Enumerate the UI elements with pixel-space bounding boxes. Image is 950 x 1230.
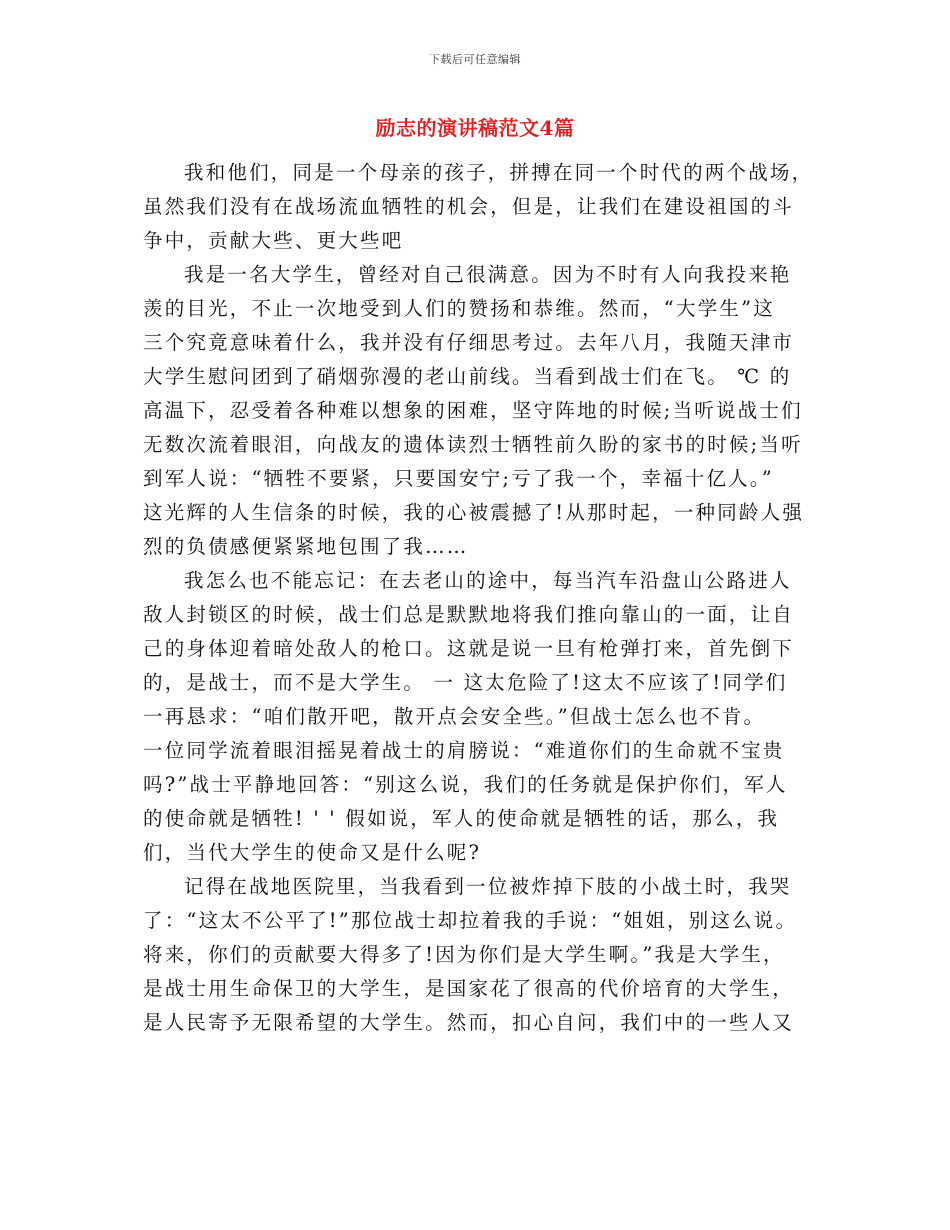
text-line: 到军人说：“牺牲不要紧，只要国安宁;亏了我一个，幸福十亿人。”: [143, 467, 774, 490]
text-line: 吗?”战士平静地回答：“别这么说，我们的任务就是保护你们，军人: [143, 773, 788, 796]
document-body: [143, 156, 815, 1040]
text-line: 这光辉的人生信条的时候，我的心被震撼了!从那时起，一种同龄人强: [143, 501, 805, 524]
paragraph-1: [143, 156, 815, 258]
text-line: 羡的目光，不止一次地受到人们的赞扬和恭维。然而，“大学生”这: [143, 297, 775, 320]
text-line: 三个究竟意味着什么，我并没有仔细思考过。去年八月，我随天津市: [143, 331, 795, 354]
text-line: 记得在战地医院里，当我看到一位被炸掉下肢的小战土时，我哭: [184, 875, 792, 898]
text-line: 大学生慰问团到了硝烟弥漫的老山前线。当看到战士们在飞。 ℃ 的: [143, 365, 792, 388]
text-line: 的使命就是牺牲! ' ' 假如说，军人的使命就是牺牲的话，那么，我: [143, 807, 780, 830]
header-note: 下载后可任意编辑: [429, 53, 521, 66]
text-line: 虽然我们没有在战场流血牺牲的机会，但是，让我们在建设祖国的斗: [143, 195, 795, 218]
text-line: 是人民寄予无限希望的大学生。然而，扣心自问，我们中的一些人又: [143, 1011, 795, 1034]
text-line: 我怎么也不能忘记：在去老山的途中，每当汽车沿盘山公路进人: [184, 569, 792, 592]
text-line: 我是一名大学生，曾经对自己很满意。因为不时有人向我投来艳: [184, 263, 792, 286]
text-line: 无数次流着眼泪，向战友的遗体读烈士牺牲前久盼的家书的时候;当听: [143, 433, 803, 456]
text-line: 们，当代大学生的使命又是什么呢?: [143, 841, 482, 864]
text-line: 一再恳求：“咱们散开吧，散开点会安全些。”但战士怎么也不肯。: [143, 705, 766, 728]
text-line: 高温下，忍受着各种难以想象的困难，坚守阵地的时候;当听说战士们: [143, 399, 803, 422]
paragraph-3: [143, 564, 815, 870]
paragraph-4: [143, 870, 815, 1040]
text-line: 一位同学流着眼泪摇晃着战士的肩膀说：“难道你们的生命就不宝贵: [143, 739, 785, 762]
text-line: 烈的负债感便紧紧地包围了我……: [143, 535, 469, 558]
text-line: 是战士用生命保卫的大学生，是国家花了很高的代价培育的大学生，: [143, 977, 795, 1000]
text-line: 了：“这太不公平了!”那位战士却拉着我的手说：“姐姐，别这么说。: [143, 909, 798, 932]
text-line: 争中，贡献大些、更大些吧: [143, 229, 404, 252]
document-title: 励志的演讲稿范文4篇: [375, 116, 575, 140]
paragraph-2: [143, 258, 815, 564]
text-line: 我和他们，同是一个母亲的孩子，拼搏在同一个时代的两个战场，: [184, 161, 814, 184]
text-line: 将来，你们的贡献要大得多了!因为你们是大学生啊。”我是大学生，: [143, 943, 785, 966]
text-line: 的，是战士，而不是大学生。 一 这太危险了!这太不应该了!同学们: [143, 671, 788, 694]
text-line: 敌人封锁区的时候，战士们总是默默地将我们推向靠山的一面，让自: [143, 603, 795, 626]
text-line: 己的身体迎着暗处敌人的枪口。这就是说一旦有枪弹打来，首先倒下: [143, 637, 795, 660]
